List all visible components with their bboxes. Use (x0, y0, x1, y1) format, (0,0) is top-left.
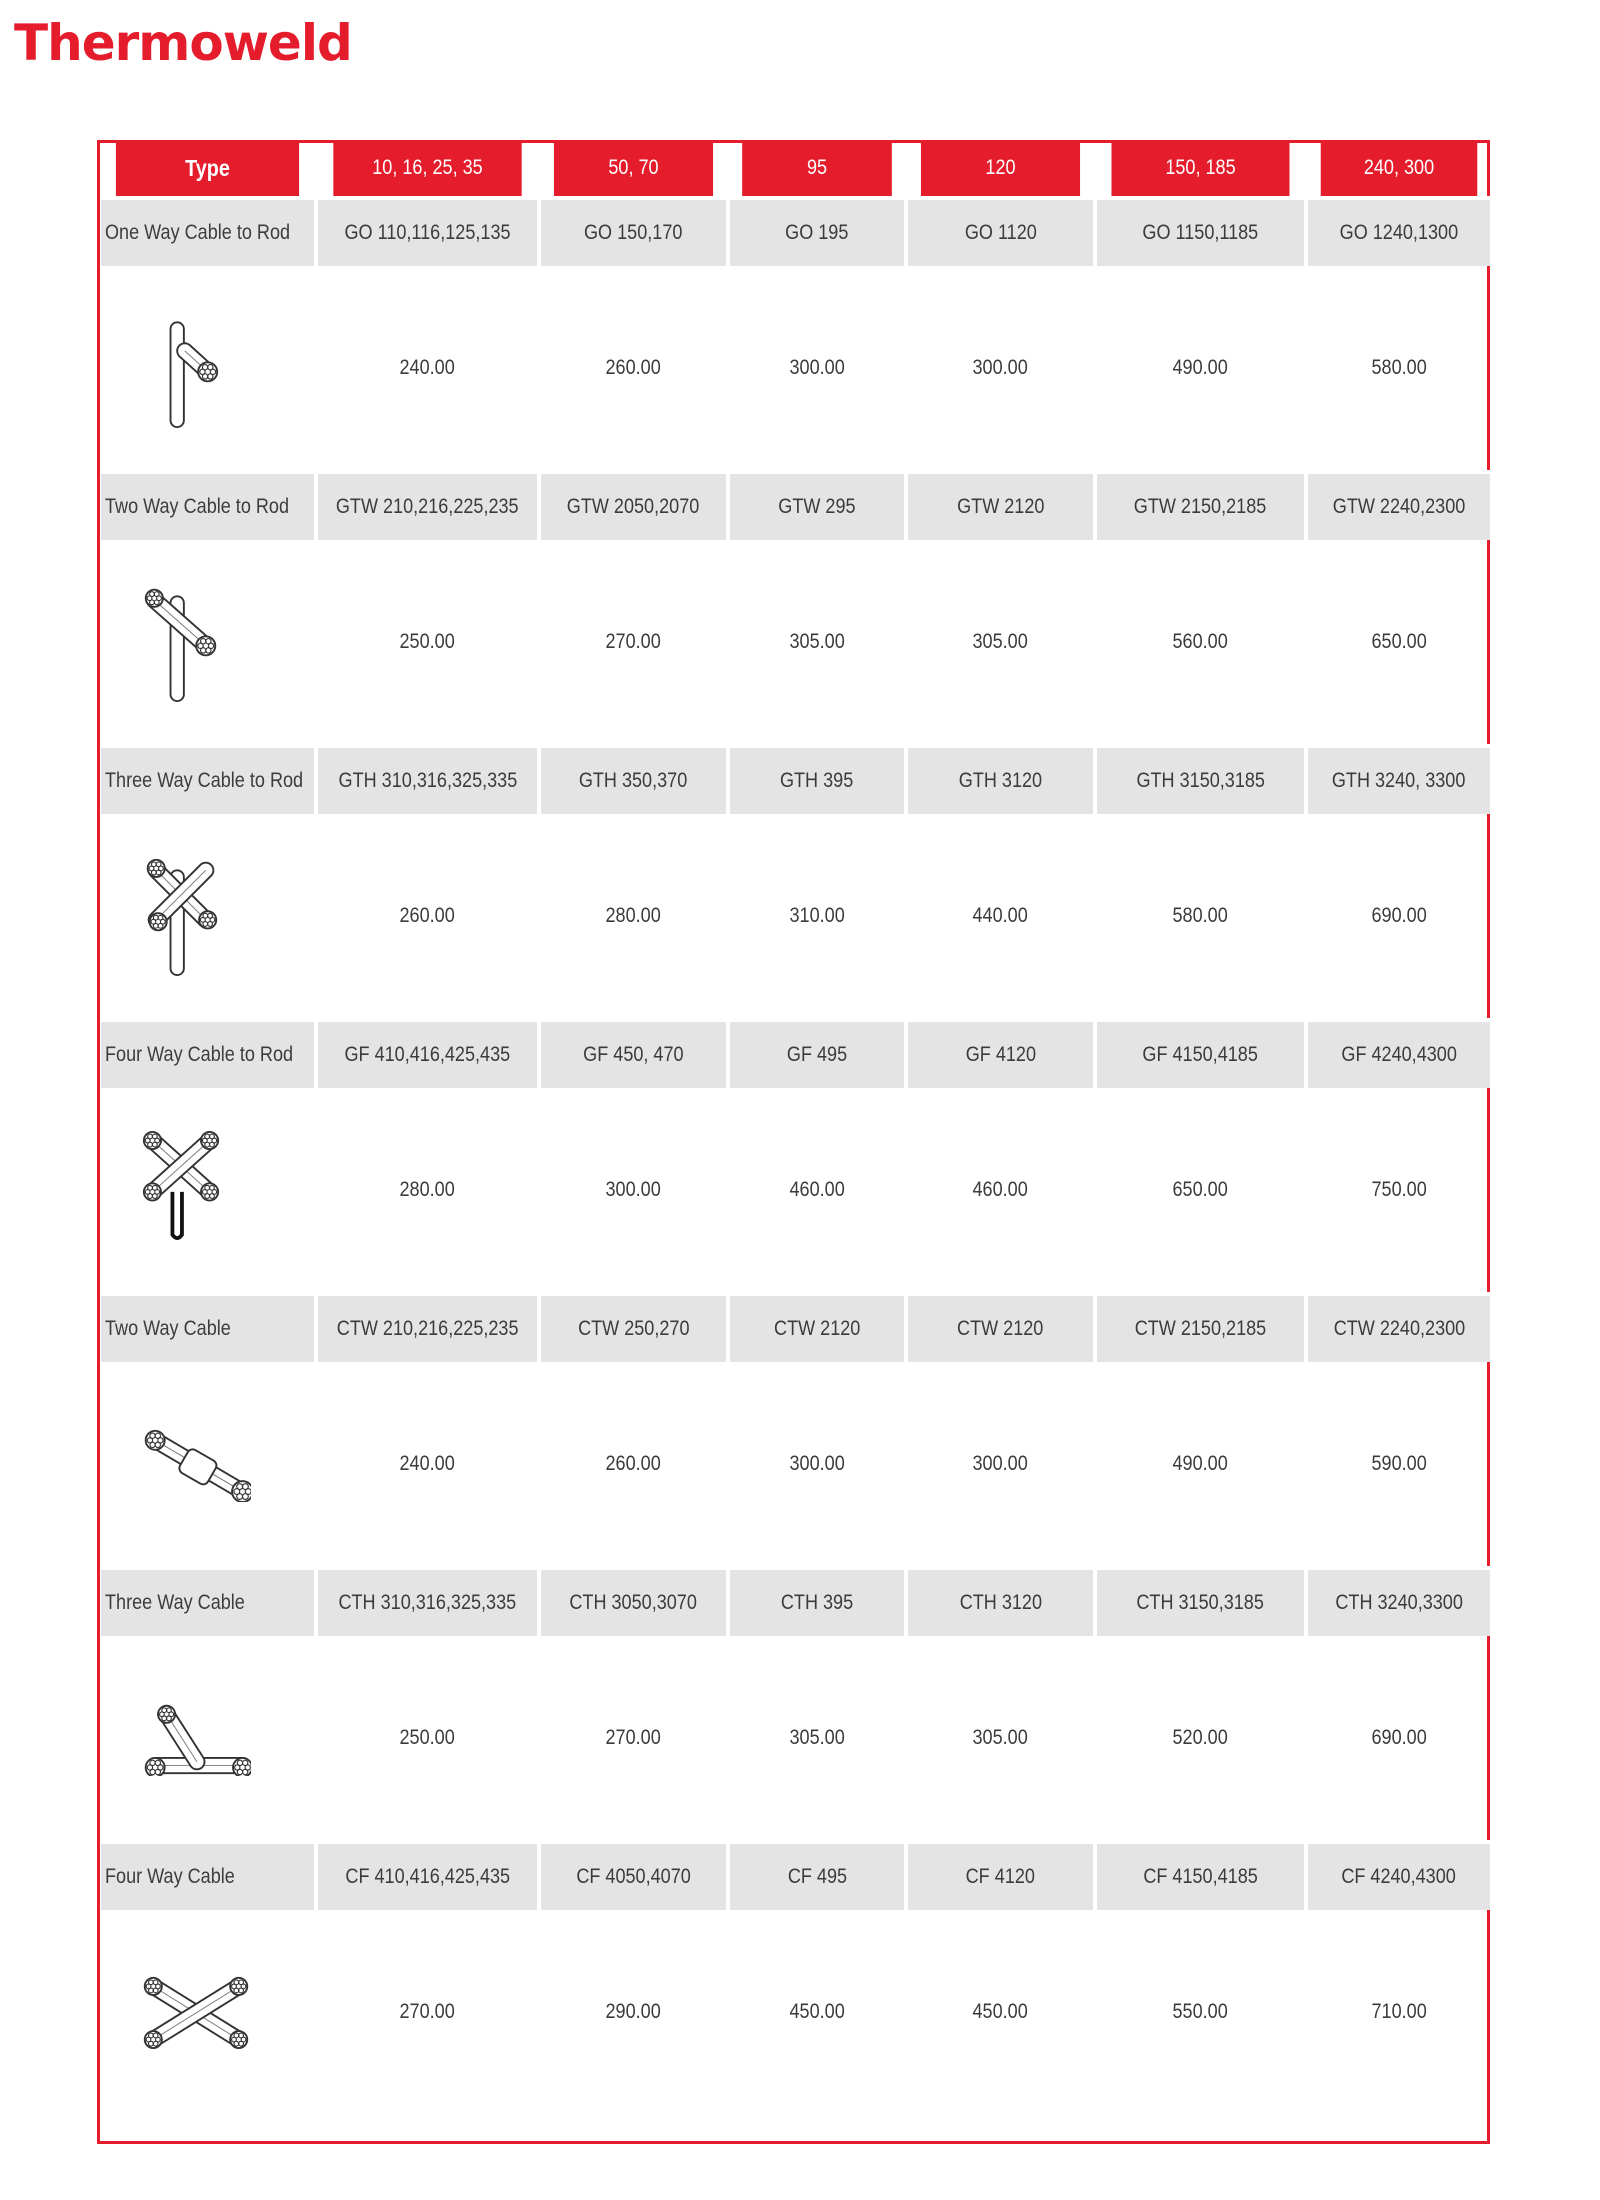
product-code: GTH 350,370 (579, 769, 688, 792)
price-cell (541, 540, 726, 744)
price-value: 300.00 (605, 1178, 662, 1201)
code-cell (908, 1018, 1093, 1088)
price-value: 270.00 (605, 630, 662, 653)
price-value: 690.00 (1371, 904, 1427, 927)
four-way-cable-icon (141, 1975, 314, 2050)
product-code: CTW 250,270 (577, 1317, 690, 1340)
code-cell (541, 1840, 726, 1910)
two-way-cable-to-rod-icon (141, 580, 314, 705)
header-size: 150, 185 (1111, 140, 1289, 196)
product-code: GTW 2150,2185 (1134, 495, 1267, 518)
price-value: 560.00 (1172, 630, 1229, 653)
product-code: CTW 210,216,225,235 (336, 1317, 519, 1340)
image-cell (101, 1088, 314, 1292)
price-value: 300.00 (789, 1452, 845, 1475)
price-value: 305.00 (789, 630, 845, 653)
price-cell (908, 1636, 1093, 1840)
price-value: 300.00 (972, 1452, 1029, 1475)
code-cell (541, 1018, 726, 1088)
product-code: CF 4120 (965, 1865, 1036, 1888)
type-cell (101, 1018, 314, 1088)
price-value: 460.00 (972, 1178, 1029, 1201)
code-cell (1097, 470, 1304, 540)
code-cell (908, 1566, 1093, 1636)
price-value: 750.00 (1371, 1178, 1427, 1201)
price-cell (1308, 1636, 1490, 1840)
price-value: 550.00 (1172, 2000, 1229, 2023)
price-value: 270.00 (605, 1726, 662, 1749)
price-cell (318, 266, 537, 470)
product-code: CTH 3120 (959, 1591, 1042, 1614)
price-value: 305.00 (789, 1726, 845, 1749)
price-cell (1097, 1362, 1304, 1566)
header-row (101, 140, 1490, 196)
price-cell (1097, 1910, 1304, 2114)
product-code: GF 4150,4185 (1142, 1043, 1259, 1066)
product-code: GF 495 (786, 1043, 848, 1066)
price-cell (541, 814, 726, 1018)
code-cell (1097, 1018, 1304, 1088)
product-code: GTH 3150,3185 (1136, 769, 1265, 792)
price-cell (908, 540, 1093, 744)
price-cell (541, 1362, 726, 1566)
price-cell (1097, 266, 1304, 470)
code-cell (908, 744, 1093, 814)
price-cell (730, 266, 904, 470)
type-cell (101, 1292, 314, 1362)
code-cell (730, 1018, 904, 1088)
image-cell (101, 1362, 314, 1566)
price-value: 280.00 (605, 904, 662, 927)
price-cell (318, 1910, 537, 2114)
code-cell (318, 1292, 537, 1362)
product-code: GTW 210,216,225,235 (336, 495, 519, 518)
price-cell (1308, 1088, 1490, 1292)
price-cell (908, 1088, 1093, 1292)
header-size: 120 (921, 140, 1080, 196)
price-value: 300.00 (972, 356, 1029, 379)
price-cell (730, 1088, 904, 1292)
table-row (101, 1362, 1490, 1566)
product-code: CF 4150,4185 (1143, 1865, 1258, 1888)
product-code: CTW 2150,2185 (1134, 1317, 1267, 1340)
image-cell (101, 1910, 314, 2114)
price-value: 710.00 (1371, 2000, 1427, 2023)
image-cell (101, 1636, 314, 1840)
code-cell (318, 470, 537, 540)
table-row (101, 266, 1490, 470)
price-value: 650.00 (1371, 630, 1427, 653)
product-code: GTW 2240,2300 (1332, 495, 1466, 518)
price-cell (318, 1636, 537, 1840)
table-row (101, 1088, 1490, 1292)
header-size: 95 (742, 140, 892, 196)
code-cell (908, 1292, 1093, 1362)
code-cell (730, 196, 904, 266)
table-row (101, 1566, 1490, 1636)
code-cell (1097, 196, 1304, 266)
price-cell (1308, 266, 1490, 470)
type-cell (101, 744, 314, 814)
price-cell (1308, 1910, 1490, 2114)
image-cell (101, 266, 314, 470)
type-label: Two Way Cable (105, 1317, 231, 1340)
price-cell (730, 1362, 904, 1566)
code-cell (541, 1292, 726, 1362)
price-value: 250.00 (399, 1726, 456, 1749)
product-code: CTW 2120 (957, 1317, 1044, 1340)
price-value: 270.00 (399, 2000, 456, 2023)
type-cell (101, 470, 314, 540)
product-code: CF 4240,4300 (1341, 1865, 1457, 1888)
product-code: GO 195 (785, 221, 849, 244)
three-way-cable-icon (141, 1701, 314, 1776)
product-code: GF 4120 (965, 1043, 1036, 1066)
type-label: Three Way Cable (105, 1591, 245, 1614)
price-table (97, 140, 1494, 2114)
code-cell (318, 196, 537, 266)
price-value: 260.00 (605, 1452, 662, 1475)
code-cell (318, 1018, 537, 1088)
price-cell (1097, 1636, 1304, 1840)
type-cell (101, 1566, 314, 1636)
price-value: 260.00 (605, 356, 662, 379)
page-title: Thermoweld (14, 14, 352, 72)
price-cell (318, 814, 537, 1018)
image-cell (101, 814, 314, 1018)
three-way-cable-to-rod-icon (141, 854, 314, 979)
price-cell (318, 1362, 537, 1566)
table-row (101, 1910, 1490, 2114)
price-cell (908, 1362, 1093, 1566)
header-size: 240, 300 (1321, 140, 1478, 196)
price-value: 240.00 (399, 1452, 456, 1475)
price-cell (541, 1910, 726, 2114)
product-code: CTH 3050,3070 (569, 1591, 698, 1614)
code-cell (541, 1566, 726, 1636)
price-value: 490.00 (1172, 356, 1229, 379)
price-value: 520.00 (1172, 1726, 1229, 1749)
code-cell (730, 744, 904, 814)
code-cell (908, 470, 1093, 540)
product-code: GTW 2050,2070 (567, 495, 700, 518)
type-label: One Way Cable to Rod (105, 221, 291, 244)
product-code: GTW 2120 (956, 495, 1045, 518)
table-row (101, 196, 1490, 266)
code-cell (1097, 1566, 1304, 1636)
product-code: GTH 3240, 3300 (1332, 769, 1466, 792)
price-cell (541, 1088, 726, 1292)
code-cell (541, 196, 726, 266)
price-value: 590.00 (1371, 1452, 1427, 1475)
product-code: GO 110,116,125,135 (344, 221, 511, 244)
price-cell (730, 814, 904, 1018)
table-row (101, 1840, 1490, 1910)
code-cell (1308, 1018, 1490, 1088)
type-cell (101, 1840, 314, 1910)
price-cell (908, 814, 1093, 1018)
product-code: CTH 310,316,325,335 (338, 1591, 517, 1614)
table-row (101, 814, 1490, 1018)
two-way-cable-icon (141, 1427, 314, 1502)
code-cell (908, 196, 1093, 266)
table-row (101, 470, 1490, 540)
header-size: 50, 70 (554, 140, 713, 196)
price-value: 460.00 (789, 1178, 845, 1201)
price-cell (541, 1636, 726, 1840)
code-cell (541, 744, 726, 814)
code-cell (730, 1292, 904, 1362)
price-value: 240.00 (399, 356, 456, 379)
product-code: CTH 3240,3300 (1335, 1591, 1463, 1614)
price-cell (730, 1910, 904, 2114)
product-code: GF 410,416,425,435 (344, 1043, 511, 1066)
price-cell (1097, 1088, 1304, 1292)
code-cell (318, 744, 537, 814)
type-label: Four Way Cable (105, 1865, 235, 1888)
price-cell (318, 1088, 537, 1292)
price-value: 305.00 (972, 630, 1029, 653)
code-cell (1308, 1566, 1490, 1636)
price-value: 305.00 (972, 1726, 1029, 1749)
code-cell (318, 1840, 537, 1910)
price-value: 440.00 (972, 904, 1029, 927)
header-type: Type (116, 140, 299, 196)
type-label: Three Way Cable to Rod (105, 769, 304, 792)
product-code: GTW 295 (778, 495, 856, 518)
code-cell (1097, 744, 1304, 814)
price-cell (1097, 814, 1304, 1018)
product-code: CTH 395 (780, 1591, 854, 1614)
header-size: 10, 16, 25, 35 (333, 140, 521, 196)
product-code: GO 1120 (964, 221, 1037, 244)
code-cell (908, 1840, 1093, 1910)
code-cell (1308, 1840, 1490, 1910)
product-code: GF 4240,4300 (1341, 1043, 1457, 1066)
type-label: Two Way Cable to Rod (105, 495, 290, 518)
price-value: 250.00 (399, 630, 456, 653)
price-value: 650.00 (1172, 1178, 1229, 1201)
type-label: Four Way Cable to Rod (105, 1043, 294, 1066)
price-cell (541, 266, 726, 470)
image-cell (101, 540, 314, 744)
price-value: 580.00 (1172, 904, 1229, 927)
product-code: CTH 3150,3185 (1136, 1591, 1265, 1614)
price-value: 290.00 (605, 2000, 662, 2023)
code-cell (1097, 1292, 1304, 1362)
price-value: 260.00 (399, 904, 456, 927)
code-cell (1308, 470, 1490, 540)
price-value: 490.00 (1172, 1452, 1229, 1475)
price-cell (1308, 1362, 1490, 1566)
product-code: GF 450, 470 (583, 1043, 684, 1066)
product-code: CF 495 (787, 1865, 847, 1888)
table-row (101, 1018, 1490, 1088)
code-cell (730, 470, 904, 540)
product-code: GTH 310,316,325,335 (338, 769, 517, 792)
code-cell (541, 470, 726, 540)
product-code: GTH 395 (780, 769, 854, 792)
code-cell (730, 1840, 904, 1910)
code-cell (1308, 744, 1490, 814)
price-value: 310.00 (789, 904, 845, 927)
product-code: GTH 3120 (958, 769, 1043, 792)
product-code: CF 4050,4070 (576, 1865, 691, 1888)
code-cell (1308, 1292, 1490, 1362)
price-cell (1308, 540, 1490, 744)
product-code: GO 1150,1185 (1142, 221, 1259, 244)
price-value: 450.00 (972, 2000, 1029, 2023)
table-row (101, 1292, 1490, 1362)
one-way-cable-to-rod-icon (141, 306, 314, 431)
price-cell (318, 540, 537, 744)
price-cell (908, 1910, 1093, 2114)
table-row (101, 540, 1490, 744)
product-code: CF 410,416,425,435 (345, 1865, 510, 1888)
price-value: 300.00 (789, 356, 845, 379)
price-cell (730, 1636, 904, 1840)
product-code: GO 1240,1300 (1339, 221, 1459, 244)
code-cell (1308, 196, 1490, 266)
type-cell (101, 196, 314, 266)
product-code: CTW 2120 (773, 1317, 861, 1340)
price-cell (730, 540, 904, 744)
product-code: GO 150,170 (584, 221, 683, 244)
price-cell (1097, 540, 1304, 744)
table-row (101, 1636, 1490, 1840)
code-cell (1097, 1840, 1304, 1910)
price-value: 450.00 (789, 2000, 845, 2023)
price-value: 280.00 (399, 1178, 456, 1201)
price-cell (908, 266, 1093, 470)
table-row (101, 744, 1490, 814)
code-cell (318, 1566, 537, 1636)
product-code: CTW 2240,2300 (1333, 1317, 1465, 1340)
price-value: 690.00 (1371, 1726, 1427, 1749)
price-cell (1308, 814, 1490, 1018)
price-value: 580.00 (1371, 356, 1427, 379)
four-way-cable-to-rod-icon (141, 1128, 314, 1253)
code-cell (730, 1566, 904, 1636)
